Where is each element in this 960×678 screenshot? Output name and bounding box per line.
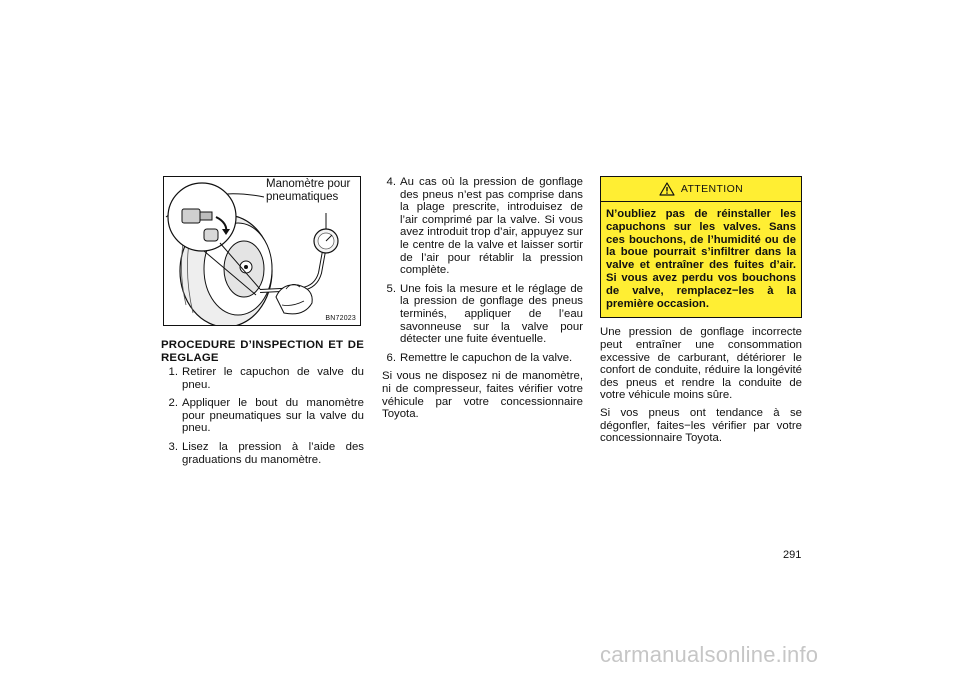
- figure-caption: [264, 178, 353, 205]
- page-number: 291: [783, 549, 802, 561]
- step-number: 2.: [168, 397, 178, 410]
- attention-title: ATTENTION: [680, 183, 744, 195]
- step-number: 1.: [168, 366, 178, 378]
- step-item: [382, 283, 583, 346]
- step-number: 6.: [386, 351, 396, 364]
- left-column: [161, 339, 364, 472]
- figure-caption-line1: Manomètre pour: [266, 178, 351, 190]
- watermark: carmanualsonline.info: [600, 642, 819, 667]
- right-column: [600, 176, 802, 450]
- step-number: 4.: [386, 176, 396, 188]
- step-text: Lisez la pression à l’aide des graduations du manomètre.: [182, 440, 364, 466]
- step-text: Remettre le capuchon de la valve.: [400, 351, 573, 364]
- tire-gauge-illustration: [163, 176, 361, 326]
- steps-list-left: [161, 366, 364, 466]
- section-heading: PROCEDURE D’INSPECTION ET DE REGLAGE: [161, 339, 364, 364]
- step-item: [161, 397, 364, 435]
- right-paragraph-1: Une pression de gonflage incorrecte peut entraîner une consommation excessive de carburant, détériorer le confort de conduite, réduire la longévité des pneus et rendre la conduite de votre véhicule moins sûre.: [600, 326, 802, 402]
- figure-caption-line2: pneumatiques: [266, 191, 339, 203]
- step-item: [161, 441, 364, 466]
- advice-paragraph: Si vous ne disposez ni de manomètre, ni de compresseur, faites vérifier votre véhicule par votre concessionnaire Toyota.: [382, 370, 583, 421]
- step-text: Appliquer le bout du manomètre pour pneumatiques sur la valve du pneu.: [182, 397, 364, 435]
- step-text: Une fois la mesure et le réglage de la pression de gonflage des pneus terminés, appliquer de l’eau savonneuse sur la valve pour détecter une fuite éventuelle.: [400, 282, 583, 346]
- step-text: Retirer le capuchon de valve du pneu.: [182, 366, 364, 391]
- step-number: 5.: [386, 282, 396, 295]
- step-item: [382, 352, 583, 365]
- attention-header: [601, 177, 801, 202]
- warning-triangle-icon: [659, 182, 675, 196]
- step-text: Au cas où la pression de gonflage des pneus n’est pas comprise dans la plage prescrite, introduisez de l’air comprimé par la valve. Si vous avez introduit trop d’air, appuyez sur le centre de la valve et laisser sortir de l’air pour rétablir la pression complète.: [400, 176, 583, 277]
- step-item: [382, 176, 583, 277]
- step-number: 3.: [168, 440, 178, 453]
- figure-code: BN72023: [325, 315, 356, 322]
- middle-column: [382, 176, 583, 426]
- step-item: [161, 366, 364, 391]
- steps-list-middle: [382, 176, 583, 364]
- right-paragraph-2: Si vos pneus ont tendance à se dégonfler, faites−les vérifier par votre concessionnaire Toyota.: [600, 406, 802, 445]
- attention-text: N’oubliez pas de réinstaller les capuchons sur les valves. Sans ces bouchons, de l’humidité ou de la boue pourrait s’infiltrer dans la valve et entraîner des fuites d’air. Si vous avez perdu vos bouchons de valve, remplacez−les à la première occasion.: [606, 208, 796, 310]
- attention-box: [600, 176, 802, 318]
